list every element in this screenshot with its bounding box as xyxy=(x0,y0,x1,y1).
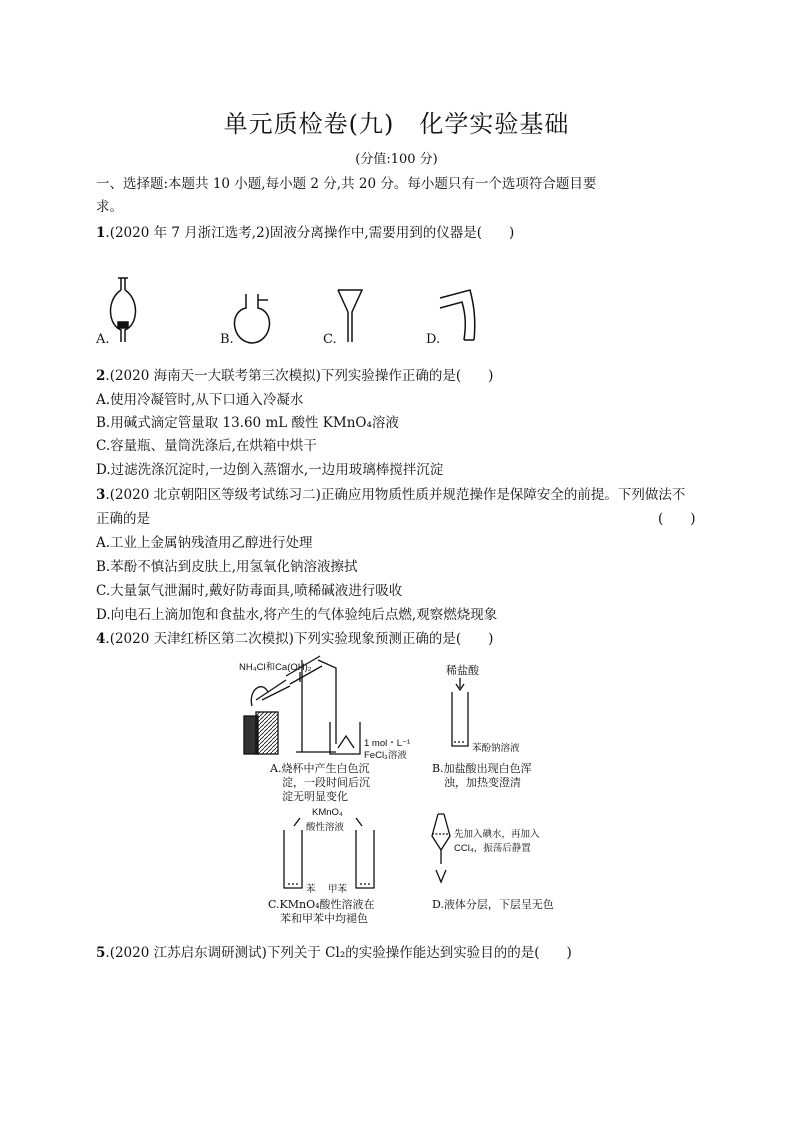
option-a: A.使用冷凝管时,从下口通入冷凝水 xyxy=(96,392,304,408)
fig-d-note-2: CCl₄，振荡后静置 xyxy=(454,843,531,854)
option-b-label: B. xyxy=(220,332,234,347)
option-d: D.过滤洗涤沉淀时,一边倒入蒸馏水,一边用玻璃棒搅拌沉淀 xyxy=(96,462,444,478)
question-number: 5 xyxy=(96,945,106,961)
page-title: 单元质检卷(九) 化学实验基础 xyxy=(223,110,570,138)
fig-a-concentration: 1 mol・L⁻¹ xyxy=(364,738,411,749)
question-number: 4 xyxy=(96,631,106,647)
fig-c-caption: C.KMnO₄酸性溶液在 苯和甲苯中均褪色 xyxy=(268,898,375,925)
question-text: .(2020 北京朝阳区等级考试练习二)正确应用物质性质并规范操作是保障安全的前提。下列做法不 xyxy=(105,487,686,503)
test-tube-icon xyxy=(452,678,468,746)
answer-bracket: ( ) xyxy=(658,511,696,527)
option-b: B.苯酚不慎沾到皮肤上,用氢氧化钠溶液擦拭 xyxy=(96,559,358,575)
question-5 xyxy=(96,941,572,961)
question-number: 1 xyxy=(96,225,106,241)
question-3-cont: 正确的是 xyxy=(96,511,150,527)
fig-c-reagent-2: 酸性溶液 xyxy=(306,822,345,833)
section-header: 一、选择题:本题共 10 小题,每小题 2 分,共 20 分。每小题只有一个选项符合题目要 xyxy=(96,176,597,192)
score-note: (分值:100 分) xyxy=(355,152,438,167)
fig-c-left-label: 苯 xyxy=(306,884,316,895)
section-header-cont: 求。 xyxy=(96,199,123,215)
option-c-label: C. xyxy=(323,332,337,347)
fig-a-caption: A.烧杯中产生白色沉 淀，一段时间后沉 淀无明显变化 xyxy=(270,762,370,803)
question-number: 3 xyxy=(96,487,106,503)
fig-d-note: 先加入碘水，再加入 xyxy=(454,829,540,840)
separatory-funnel-icon xyxy=(432,814,450,882)
fig-b-solution: 苯酚钠溶液 xyxy=(472,743,520,754)
fig-c-right-label: 甲苯 xyxy=(328,884,348,895)
question-text: .(2020 年 7 月浙江选考,2)固液分离操作中,需要用到的仪器是( ) xyxy=(105,225,515,241)
fig-a-solution: FeCl₃溶液 xyxy=(364,750,407,761)
option-c: C.容量瓶、量筒洗涤后,在烘箱中烘干 xyxy=(96,438,317,454)
fig-c-reagent: KMnO₄ xyxy=(312,807,343,818)
option-c: C.大量氯气泄漏时,戴好防毒面具,喷稀碱液进行吸收 xyxy=(96,583,403,599)
option-a-label: A. xyxy=(96,332,110,347)
fig-d-caption: D.液体分层，下层呈无色 xyxy=(432,898,554,911)
option-a: A.工业上金属钠残渣用乙醇进行处理 xyxy=(96,535,313,551)
option-d-label: D. xyxy=(426,332,441,347)
fig-a-reagent: NH₄Cl和Ca(OH)₂ xyxy=(239,662,312,673)
fig-b-reagent: 稀盐酸 xyxy=(446,664,479,677)
question-text: .(2020 江苏启东调研测试)下列关于 Cl₂的实验操作能达到实验目的的是( ) xyxy=(105,945,572,961)
question-text: .(2020 海南天一大联考第三次模拟)下列实验操作正确的是( ) xyxy=(105,368,494,384)
question-number: 2 xyxy=(96,368,106,384)
option-d: D.向电石上滴加饱和食盐水,将产生的气体验纯后点燃,观察燃烧现象 xyxy=(96,607,498,623)
question-text: .(2020 天津红桥区第二次模拟)下列实验现象预测正确的是( ) xyxy=(105,631,494,647)
fig-b-caption: B.加盐酸出现白色浑 浊，加热变澄清 xyxy=(432,762,532,789)
option-b: B.用碱式滴定管量取 13.60 mL 酸性 KMnO₄溶液 xyxy=(96,415,399,431)
